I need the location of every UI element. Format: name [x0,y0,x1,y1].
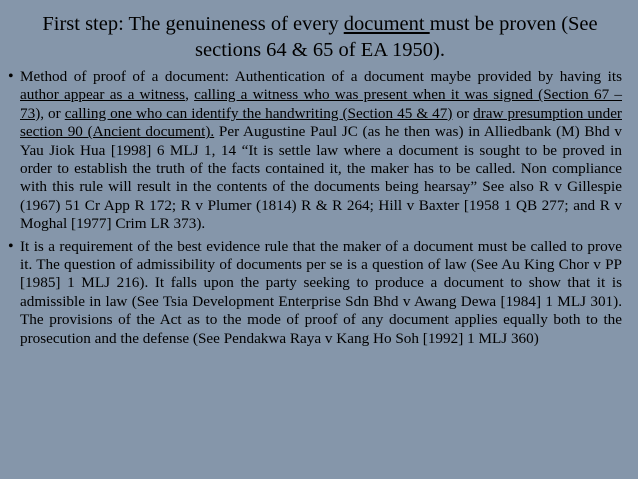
title-part2: must be proven (See sections 64 & 65 of EA 1950). [195,13,598,61]
bullet-item-1 [8,68,622,234]
bullet1-text-2: , [185,86,195,104]
bullet1-underline-2: calling a witness who was present when it was signed (Section 67 – 73), [20,86,622,122]
bullet-item-2 [8,238,622,348]
bullet1-underline-1: author appear as a witness [20,86,186,104]
slide-title [40,11,600,63]
bullet-list [8,68,622,348]
bullet2-text: It is a requirement of the best evidence rule that the maker of a document must be called to prove it. The question of admissibility of documents per se is a question of law (See Au King Chor v PP [1985] 1 MLJ 216). It falls upon the party seeking to produce a document to show that it is admissible in law (See Tsia Development Enterprise Sdn Bhd v Awang Dewa [1984] 1 MLJ 301). The provisions of the Act as to the mode of proof of any document applies equally both to the prosecution and the defense (See Pendakwa Raya v Kang Ho Soh [1992] 1 MLJ 360) [20,237,622,347]
bullet-icon: • [8,68,14,85]
bullet1-text-1: Method of proof of a document: Authentication of a document maybe provided by having its [20,68,622,85]
bullet1-underline-4: draw presumption under section 90 (Ancient document). [20,104,622,141]
bullet1-text-4: or [452,104,474,122]
bullet1-underline-3: calling one who can identify the handwriting (Section 45 & 47) [64,104,453,122]
title-part1: First step: The genuineness of every [42,13,344,35]
bullet1-text-3: or [44,104,65,122]
bullet1-text-5: Per Augustine Paul JC (as he then was) in Alliedbank (M) Bhd v Yau Jiok Hua [1998] 6 MLJ 1, 14 “It is settle law where a document is sought to be proved in order to establish the truth of the facts contained it, the maker has to be called. Non compliance with this rule will result in the contents of the documents being hearsay” See also R v Gillespie (1967) 51 Cr App R 172; R v Plumer (1814) R & R 264; Hill v Baxter [1958 1 QB 277; and R v Moghal [1977] Crim LR 373). [20,123,622,233]
bullet-icon: • [8,237,14,255]
title-underlined-word: document [343,13,430,35]
